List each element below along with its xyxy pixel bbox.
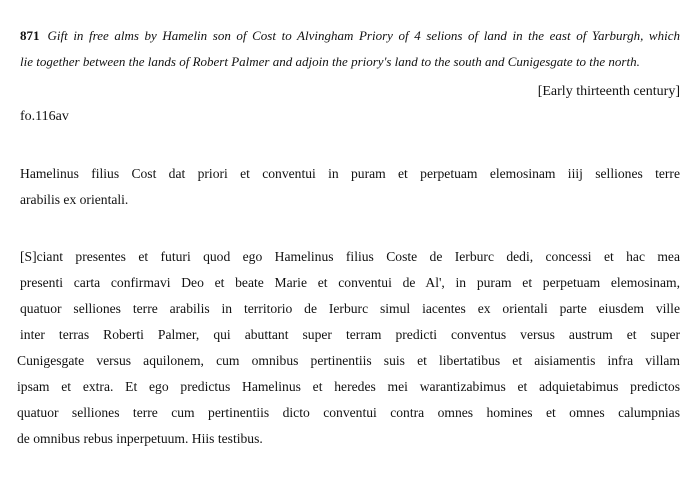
charter-line: ipsam et extra. Et ego predictus Hamelinus et heredes mei warantizabimus et adquietabimus predictos	[17, 379, 680, 394]
charter-line: de omnibus rebus inperpetuum. Hiis testibus.	[17, 431, 263, 446]
heading-line-1	[20, 23, 680, 49]
folio-reference: fo.116av	[20, 109, 69, 124]
entry-heading	[20, 23, 680, 75]
entry-number: 871	[20, 28, 40, 43]
charter-line: presenti carta confirmavi Deo et beate Marie et conventui de Al', in puram et perpetuam elemosinam,	[20, 275, 680, 290]
summary-line: Hamelinus filius Cost dat priori et conventui in puram et perpetuam elemosinam iiij selliones terre	[20, 166, 680, 181]
latin-summary	[20, 161, 680, 213]
charter-line: [S]ciant presentes et futuri quod ego Hamelinus filius Coste de Ierburc dedi, concessi et hac mea	[20, 249, 680, 264]
charter-line: quatuor selliones terre arabilis in territorio de Ierburc simul iacentes ex orientali parte eiusdem ville	[20, 301, 680, 316]
heading-text-1: Gift in free alms by Hamelin son of Cost to Alvingham Priory of 4 selions of land in the east of Yarburgh, which	[47, 28, 680, 43]
charter-text	[17, 244, 680, 452]
entry-date: [Early thirteenth century]	[537, 84, 680, 99]
charter-line: Cunigesgate versus aquilonem, cum omnibus pertinentiis suis et libertatibus et aisiamentis infra villam	[17, 353, 680, 368]
charter-line: quatuor selliones terre cum pertinentiis dicto conventui contra omnes homines et omnes calumpnias	[17, 405, 680, 420]
charter-line: inter terras Roberti Palmer, qui abuttant super terram predicti conventus versus austrum et super	[20, 327, 680, 342]
summary-line: arabilis ex orientali.	[20, 192, 129, 207]
heading-line-2: lie together between the lands of Robert Palmer and adjoin the priory's land to the south and Cunigesgate to the north.	[20, 54, 640, 69]
